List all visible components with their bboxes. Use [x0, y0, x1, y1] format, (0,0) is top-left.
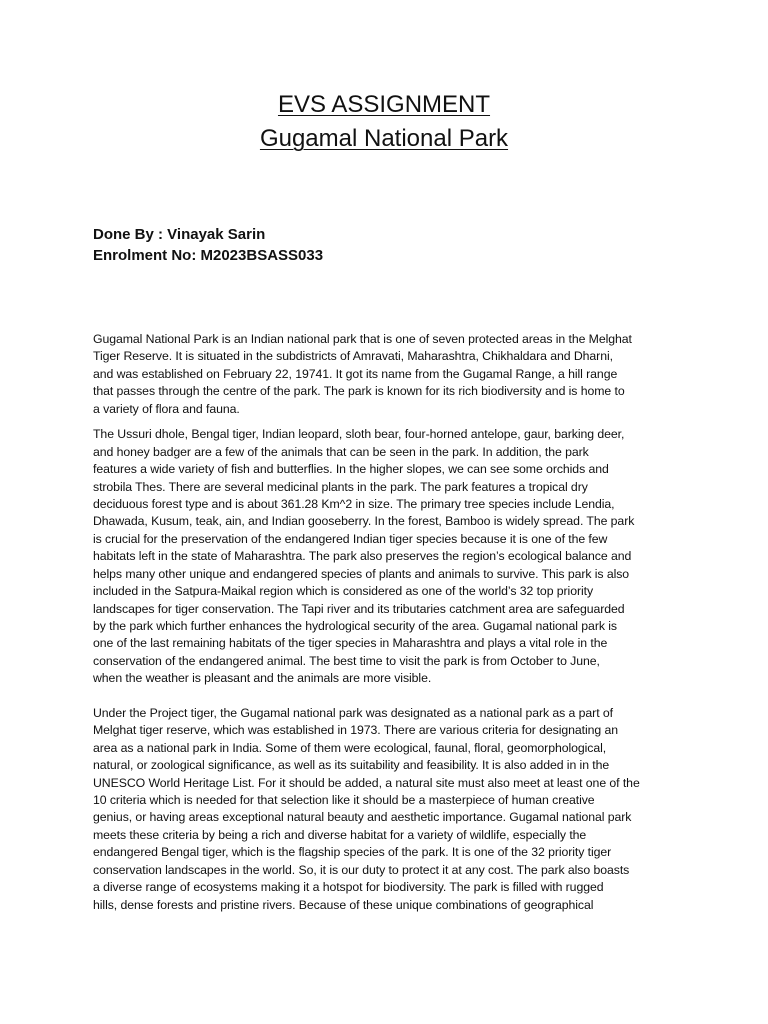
paragraph-line: a variety of flora and fauna. — [93, 401, 240, 416]
paragraph-2 — [93, 426, 678, 688]
paragraph-line: conservation of the endangered animal. The best time to visit the park is from October to June, — [93, 653, 600, 668]
paragraph-line: conservation landscapes in the world. So, it is our duty to protect it at any cost. The park also boasts — [93, 862, 630, 877]
paragraph-line: Under the Project tiger, the Gugamal national park was designated as a national park as a part of — [93, 705, 613, 720]
paragraph-line: and was established on February 22, 19741. It got its name from the Gugamal Range, a hill range — [93, 366, 618, 381]
assignment-heading: EVS ASSIGNMENT — [277, 91, 491, 118]
park-title: Gugamal National Park — [259, 125, 509, 152]
enrolment-line: Enrolment No: M2023BSASS033 — [93, 246, 324, 264]
paragraph-line: Tiger Reserve. It is situated in the subdistricts of Amravati, Maharashtra, Chikhaldara and Dharni, — [93, 349, 613, 364]
paragraph-line: when the weather is pleasant and the animals are more visible. — [93, 671, 432, 686]
paragraph-3 — [93, 705, 678, 914]
paragraph-line: Melghat tiger reserve, which was established in 1973. There are various criteria for designating an — [93, 723, 619, 738]
author-block — [93, 225, 323, 266]
paragraph-line: landscapes for tiger conservation. The Tapi river and its tributaries catchment area are safeguarded — [93, 601, 625, 616]
body-text — [93, 331, 678, 914]
done-by-line: Done By : Vinayak Sarin — [93, 226, 266, 243]
paragraph-line: included in the Satpura-Maikal region which is considered as one of the world’s 32 top priority — [93, 584, 594, 599]
paragraph-line: endangered Bengal tiger, which is the flagship species of the park. It is one of the 32 priority tiger — [93, 845, 612, 860]
paragraph-line: genius, or having areas exceptional natural beauty and aesthetic importance. Gugamal national park — [93, 810, 632, 825]
paragraph-line: one of the last remaining habitats of the tiger species in Maharashtra and plays a vital role in the — [93, 636, 608, 651]
paragraph-line: Dhawada, Kusum, teak, ain, and Indian gooseberry. In the forest, Bamboo is widely spread. The park — [93, 514, 635, 529]
paragraph-line: strobila Thes. There are several medicinal plants in the park. The park features a tropical dry — [93, 479, 588, 494]
title-block — [0, 88, 768, 156]
paragraph-line: hills, dense forests and pristine rivers. Because of these unique combinations of geographical — [93, 897, 594, 912]
paragraph-line: meets these criteria by being a rich and diverse habitat for a variety of wildlife, especially the — [93, 827, 587, 842]
paragraph-line: helps many other unique and endangered species of plants and animals to survive. This park is also — [93, 566, 630, 581]
paragraph-line: The Ussuri dhole, Bengal tiger, Indian leopard, sloth bear, four-horned antelope, gaur, barking deer, — [93, 427, 625, 442]
paragraph-line: and honey badger are a few of the animals that can be seen in the park. In addition, the park — [93, 444, 589, 459]
paragraph-line: by the park which further enhances the hydrological security of the area. Gugamal national park is — [93, 619, 617, 633]
paragraph-1 — [93, 331, 678, 418]
paragraph-line: features a wide variety of fish and butterflies. In the higher slopes, we can see some orchids and — [93, 462, 609, 477]
paragraph-line: deciduous forest type and is about 361.28 Km^2 in size. The primary tree species include Lendia, — [93, 496, 615, 511]
paragraph-line: habitats left in the state of Maharashtra. The park also preserves the region’s ecological balance and — [93, 549, 632, 564]
paragraph-line: natural, or zoological significance, as well as its suitability and feasibility. It is also added in in the — [93, 758, 610, 773]
paragraph-line: UNESCO World Heritage List. For it should be added, a natural site must also meet at least one of the — [93, 775, 640, 790]
paragraph-line: that passes through the centre of the park. The park is known for its rich biodiversity and is home to — [93, 384, 625, 399]
paragraph-line: Gugamal National Park is an Indian national park that is one of seven protected areas in the Melghat — [93, 332, 632, 346]
paragraph-line: area as a national park in India. Some of them were ecological, faunal, floral, geomorphological, — [93, 740, 607, 755]
paragraph-line: is crucial for the preservation of the endangered Indian tiger species because it is one of the few — [93, 531, 608, 546]
paragraph-line: a diverse range of ecosystems making it a hotspot for biodiversity. The park is filled with rugged — [93, 880, 604, 895]
paragraph-line: 10 criteria which is needed for that selection like it should be a masterpiece of human creative — [93, 792, 595, 807]
